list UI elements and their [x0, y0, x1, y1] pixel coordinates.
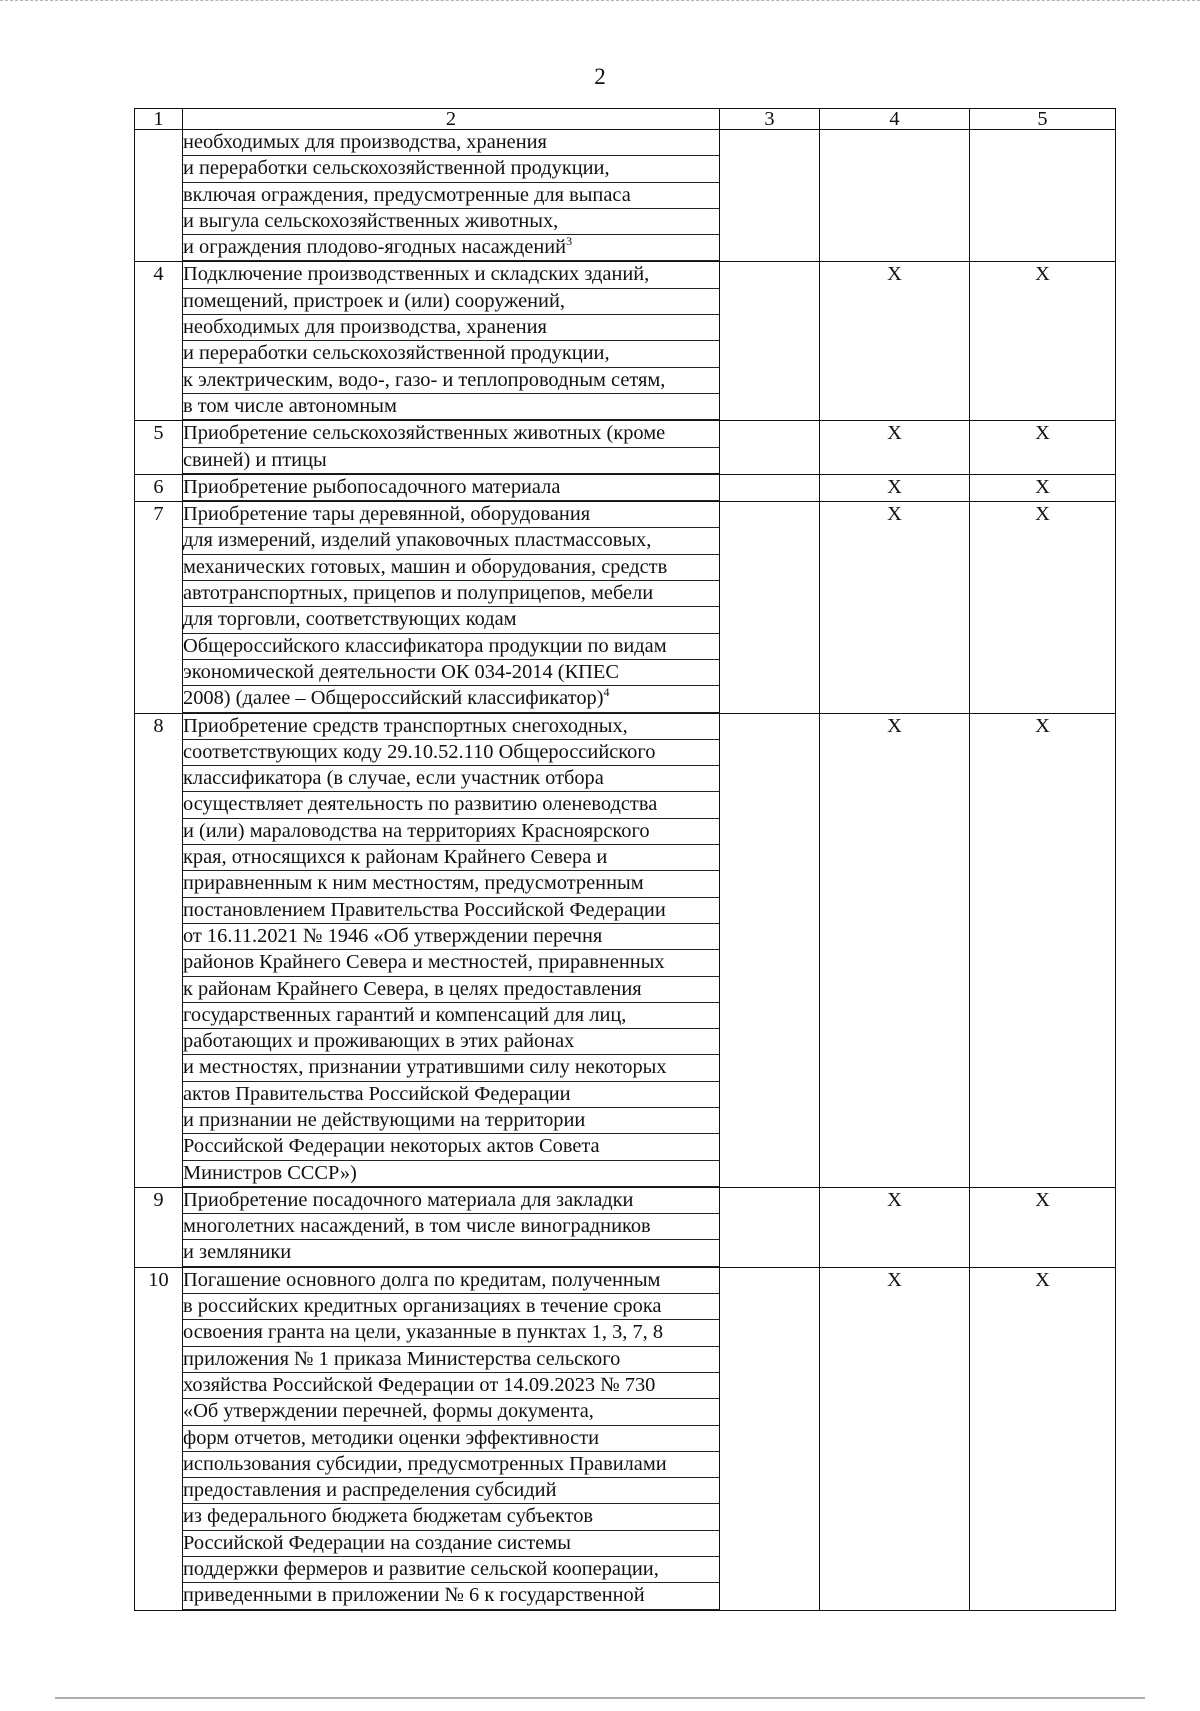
table-row — [135, 713, 1116, 1187]
description-line-text: для измерений, изделий упаковочных пластмассовых, — [183, 529, 652, 552]
description-line-text: экономической деятельности ОК 034-2014 (КПЕС — [183, 660, 619, 683]
description-line — [183, 1029, 719, 1055]
table-row — [135, 1267, 1116, 1610]
description-line — [183, 1082, 719, 1108]
row-description — [183, 1187, 720, 1267]
description-line — [183, 1161, 719, 1187]
description-line-text: приложения № 1 приказа Министерства сельского — [183, 1347, 621, 1370]
description-line-text: от 16.11.2021 № 1946 «Об утверждении перечня — [183, 924, 603, 947]
description-line — [183, 1373, 719, 1399]
description-line — [183, 819, 719, 845]
row-number: 7 — [135, 502, 183, 713]
description-line-text: автотранспортных, прицепов и полуприцепов, мебели — [183, 582, 654, 605]
description-line-text: и местностях, признании утратившими силу некоторых — [183, 1056, 667, 1079]
description-line-text: постановлением Правительства Российской Федерации — [183, 898, 666, 921]
row-col3-mark — [720, 502, 820, 713]
description-line — [183, 1055, 719, 1081]
row-col3-mark — [720, 262, 820, 421]
description-line-text: работающих и проживающих в этих районах — [183, 1030, 575, 1053]
description-line — [183, 1108, 719, 1134]
row-col5-mark — [970, 130, 1116, 262]
row-description — [183, 713, 720, 1187]
row-description — [183, 1267, 720, 1610]
description-line — [183, 792, 719, 818]
row-description — [183, 262, 720, 421]
description-line-text: и выгула сельскохозяйственных животных, — [183, 209, 559, 232]
description-line-text: осуществляет деятельность по развитию оленеводства — [183, 793, 658, 816]
row-col3-mark — [720, 713, 820, 1187]
description-line — [183, 1504, 719, 1530]
description-line — [183, 262, 719, 288]
row-number: 9 — [135, 1187, 183, 1267]
row-col4-mark: X — [820, 262, 970, 421]
scan-edge-bottom — [55, 1697, 1145, 1701]
description-line-text: и переработки сельскохозяйственной продукции, — [183, 157, 610, 180]
description-line-text: Приобретение сельскохозяйственных животных (кроме — [183, 422, 666, 445]
row-number: 6 — [135, 474, 183, 501]
description-line — [183, 475, 719, 501]
row-col3-mark — [720, 474, 820, 501]
row-col4-mark — [820, 130, 970, 262]
row-description — [183, 474, 720, 501]
description-line — [183, 740, 719, 766]
row-col5-mark: X — [970, 421, 1116, 475]
description-line-text: приравненным к ним местностям, предусмотренным — [183, 872, 644, 895]
row-col5-mark: X — [970, 1187, 1116, 1267]
description-line-text: края, относящихся к районам Крайнего Севера и — [183, 846, 608, 869]
scan-edge-top — [0, 0, 1200, 4]
description-line — [183, 977, 719, 1003]
description-line-text: необходимых для производства, хранения — [183, 316, 547, 339]
description-line-text: государственных гарантий и компенсаций для лиц, — [183, 1003, 627, 1026]
description-line — [183, 1426, 719, 1452]
description-line — [183, 421, 719, 447]
description-line-text: для торговли, соответствующих кодам — [183, 608, 517, 631]
row-description — [183, 421, 720, 475]
description-line-text: 2008) (далее – Общероссийский классификатор) — [183, 687, 604, 710]
description-line-text: в том числе автономным — [183, 394, 397, 417]
description-line — [183, 1531, 719, 1557]
description-line-text: помещений, пристроек и (или) сооружений, — [183, 289, 565, 312]
description-line — [183, 1478, 719, 1504]
description-line-text: и земляники — [183, 1241, 292, 1264]
column-header: 4 — [820, 109, 970, 130]
description-line-text: из федерального бюджета бюджетам субъектов — [183, 1505, 594, 1528]
table-row — [135, 421, 1116, 475]
description-line-text: и признании не действующими на территории — [183, 1108, 586, 1131]
table-row — [135, 474, 1116, 501]
description-line-text: форм отчетов, методики оценки эффективности — [183, 1426, 600, 1449]
description-line — [183, 1399, 719, 1425]
row-col5-mark: X — [970, 1267, 1116, 1610]
description-line-text: к электрическим, водо-, газо- и теплопроводным сетям, — [183, 368, 666, 391]
description-line — [183, 1294, 719, 1320]
description-line-text: приведенными в приложении № 6 к государственной — [183, 1584, 645, 1607]
description-line-text: и ограждения плодово-ягодных насаждений — [183, 236, 567, 259]
row-number — [135, 130, 183, 262]
description-line — [183, 1003, 719, 1029]
description-line-text: Погашение основного долга по кредитам, полученным — [183, 1268, 661, 1291]
row-number: 8 — [135, 713, 183, 1187]
description-line — [183, 1583, 719, 1609]
page-number: 2 — [594, 64, 606, 89]
description-line-text: поддержки фермеров и развитие сельской кооперации, — [183, 1558, 659, 1581]
description-line — [183, 1452, 719, 1478]
description-line — [183, 368, 719, 394]
row-col4-mark: X — [820, 474, 970, 501]
row-col5-mark: X — [970, 713, 1116, 1187]
table-header-row — [135, 109, 1116, 130]
row-number: 5 — [135, 421, 183, 475]
description-line — [183, 394, 719, 420]
row-col4-mark: X — [820, 1267, 970, 1610]
description-line — [183, 1347, 719, 1373]
column-header: 3 — [720, 109, 820, 130]
description-line — [183, 898, 719, 924]
row-col5-mark: X — [970, 262, 1116, 421]
description-line — [183, 766, 719, 792]
row-col3-mark — [720, 1267, 820, 1610]
description-line — [183, 502, 719, 528]
description-line-text: Министров СССР») — [183, 1161, 357, 1184]
row-col4-mark: X — [820, 1187, 970, 1267]
row-col5-mark: X — [970, 474, 1116, 501]
description-line — [183, 1268, 719, 1294]
description-line — [183, 130, 719, 156]
description-line — [183, 315, 719, 341]
row-number: 4 — [135, 262, 183, 421]
description-line — [183, 1134, 719, 1160]
description-line — [183, 156, 719, 182]
description-line — [183, 1240, 719, 1266]
description-line-text: районов Крайнего Севера и местностей, приравненных — [183, 951, 665, 974]
column-header: 2 — [183, 109, 720, 130]
table-row — [135, 262, 1116, 421]
description-line — [183, 950, 719, 976]
description-line-text: механических готовых, машин и оборудования, средств — [183, 555, 668, 578]
description-line-text: к районам Крайнего Севера, в целях предоставления — [183, 977, 642, 1000]
description-line — [183, 235, 719, 261]
row-col3-mark — [720, 1187, 820, 1267]
description-line-text: Российской Федерации на создание системы — [183, 1531, 571, 1554]
description-line-text: свиней) и птицы — [183, 448, 327, 471]
description-line-text: Российской Федерации некоторых актов Совета — [183, 1135, 600, 1158]
description-line-text: необходимых для производства, хранения — [183, 131, 547, 153]
column-header: 1 — [135, 109, 183, 130]
description-line — [183, 555, 719, 581]
description-line — [183, 183, 719, 209]
description-line — [183, 1557, 719, 1583]
row-col3-mark — [720, 421, 820, 475]
description-line-text: в российских кредитных организациях в течение срока — [183, 1295, 662, 1318]
description-line — [183, 660, 719, 686]
description-line — [183, 686, 719, 712]
table-row — [135, 130, 1116, 262]
description-line — [183, 581, 719, 607]
description-line — [183, 1214, 719, 1240]
footnote-marker: 4 — [603, 685, 610, 700]
description-line — [183, 528, 719, 554]
expense-table — [134, 108, 1116, 1611]
row-number: 10 — [135, 1267, 183, 1610]
description-line — [183, 448, 719, 474]
description-line-text: Приобретение рыбопосадочного материала — [183, 475, 561, 498]
table-row — [135, 1187, 1116, 1267]
description-line — [183, 845, 719, 871]
table-row — [135, 502, 1116, 713]
footnote-marker: 3 — [566, 234, 573, 249]
description-line-text: соответствующих коду 29.10.52.110 Общероссийского — [183, 740, 656, 763]
description-line — [183, 714, 719, 740]
description-line — [183, 924, 719, 950]
row-col5-mark: X — [970, 502, 1116, 713]
description-line-text: Приобретение посадочного материала для закладки — [183, 1188, 634, 1211]
description-line-text: многолетних насаждений, в том числе виноградников — [183, 1215, 651, 1238]
row-description — [183, 130, 720, 262]
description-line-text: Общероссийского классификатора продукции по видам — [183, 634, 667, 657]
description-line-text: Подключение производственных и складских зданий, — [183, 263, 650, 286]
row-col4-mark: X — [820, 502, 970, 713]
description-line-text: использования субсидии, предусмотренных Правилами — [183, 1452, 667, 1475]
description-line-text: включая ограждения, предусмотренные для выпаса — [183, 183, 631, 206]
row-col3-mark — [720, 130, 820, 262]
description-line-text: Приобретение средств транспортных снегоходных, — [183, 714, 628, 737]
column-header: 5 — [970, 109, 1116, 130]
row-col4-mark: X — [820, 421, 970, 475]
description-line-text: классификатора (в случае, если участник отбора — [183, 767, 604, 790]
description-line-text: и переработки сельскохозяйственной продукции, — [183, 342, 610, 365]
description-line — [183, 607, 719, 633]
description-line-text: «Об утверждении перечней, формы документа, — [183, 1400, 594, 1423]
description-line — [183, 209, 719, 235]
row-col4-mark: X — [820, 713, 970, 1187]
description-line-text: и (или) мараловодства на территориях Красноярского — [183, 819, 650, 842]
description-line — [183, 1320, 719, 1346]
description-line — [183, 289, 719, 315]
row-description — [183, 502, 720, 713]
description-line — [183, 634, 719, 660]
description-line-text: актов Правительства Российской Федерации — [183, 1082, 571, 1105]
description-line-text: освоения гранта на цели, указанные в пунктах 1, 3, 7, 8 — [183, 1321, 664, 1344]
description-line — [183, 871, 719, 897]
table-body — [135, 130, 1116, 1611]
description-line-text: хозяйства Российской Федерации от 14.09.2023 № 730 — [183, 1373, 656, 1396]
description-line — [183, 341, 719, 367]
description-line — [183, 1188, 719, 1214]
description-line-text: Приобретение тары деревянной, оборудования — [183, 503, 591, 526]
description-line-text: предоставления и распределения субсидий — [183, 1479, 557, 1502]
